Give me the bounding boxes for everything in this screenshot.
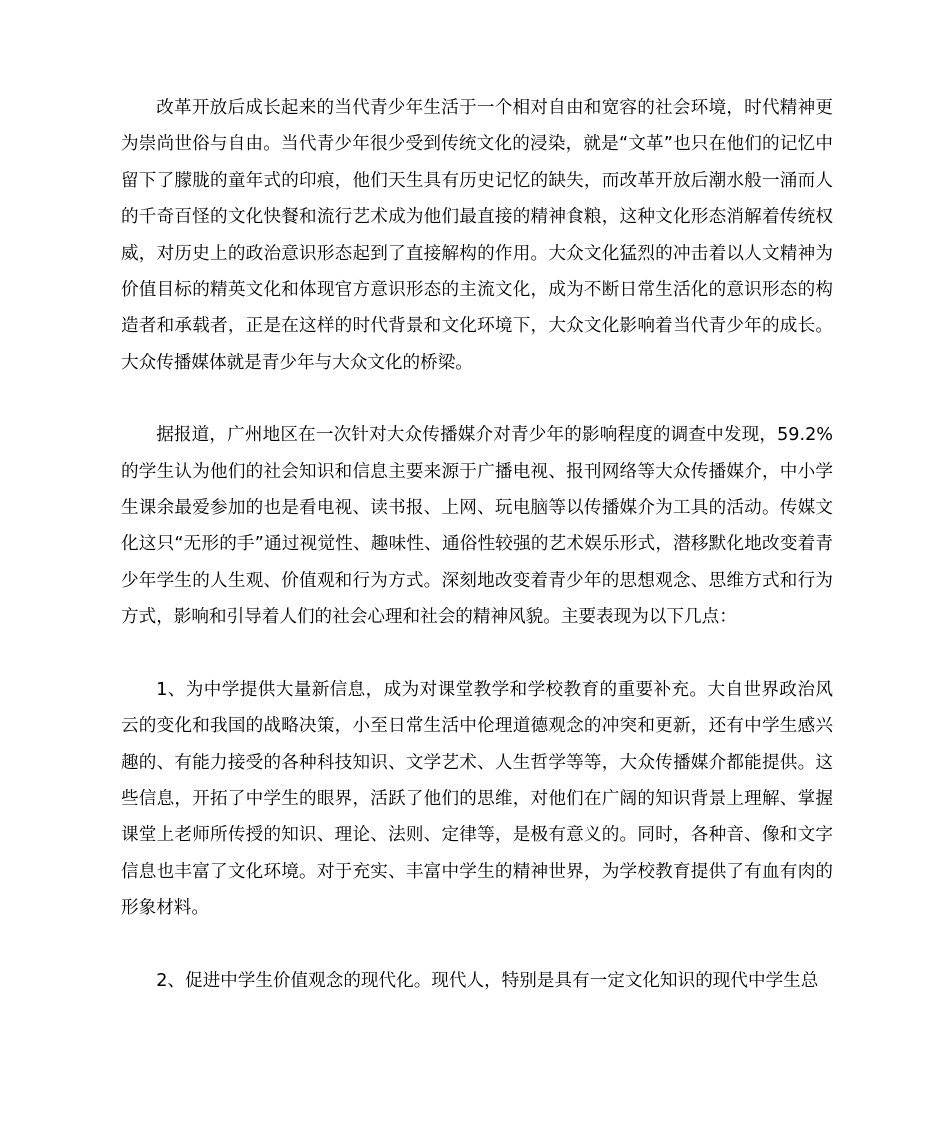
paragraph-youth-culture: 改革开放后成长起来的当代青少年生活于一个相对自由和宽容的社会环境，时代精神更为崇尚世俗与自由。当代青少年很少受到传统文化的浸染，就是“文革”也只在他们的记忆中留下了朦胧的童年式的印痕，他们天生具有历史记忆的缺失，而改革开放后潮水般一涌而人的千奇百怪的文化快餐和流行艺术成为他们最直接的精神食粮，这种文化形态消解着传统权威，对历史上的政治意识形态起到了直接解构的作用。大众文化猛烈的冲击着以人文精神为价值目标的精英文化和体现官方意识形态的主流文化，成为不断日常生活化的意识形态的构造者和承载者，正是在这样的时代背景和文化环境下，大众文化影响着当代青少年的成长。大众传播媒体就是青少年与大众文化的桥梁。 <box>121 98 833 373</box>
paragraph-point-1: 1、为中学提供大量新信息，成为对课堂教学和学校教育的重要补充。大自世界政治风云的变化和我国的战略决策，小至日常生活中伦理道德观念的冲突和更新，还有中学生感兴趣的、有能力接受的各种科技知识、文学艺术、人生哲学等等，大众传播媒介都能提供。这些信息，开拓了中学生的眼界，活跃了他们的思维，对他们在广阔的知识背景上理解、掌握课堂上老师所传授的知识、理论、法则、定律等，是极有意义的。同时，各种音、像和文字信息也丰富了文化环境。对于充实、丰富中学生的精神世界，为学校教育提供了有血有肉的形象材料。 <box>121 679 833 919</box>
paragraph-guangzhou-survey: 据报道，广州地区在一次针对大众传播媒介对青少年的影响程度的调查中发现，59.2%的学生认为他们的社会知识和信息主要来源于广播电视、报刊网络等大众传播媒介，中小学生课余最爱参加的也是看电视、读书报、上网、玩电脑等以传播媒介为工具的活动。传媒文化这只“无形的手”通过视觉性、趣味性、通俗性较强的艺术娱乐形式，潜移默化地改变着青少年学生的人生观、价值观和行为方式。深刻地改变着青少年的思想观念、思维方式和行为方式，影响和引导着人们的社会心理和社会的精神风貌。主要表现为以下几点： <box>121 425 833 628</box>
document-page <box>121 90 833 999</box>
paragraph-point-2: 2、促进中学生价值观念的现代化。现代人，特别是具有一定文化知识的现代中学生总 <box>156 970 819 991</box>
